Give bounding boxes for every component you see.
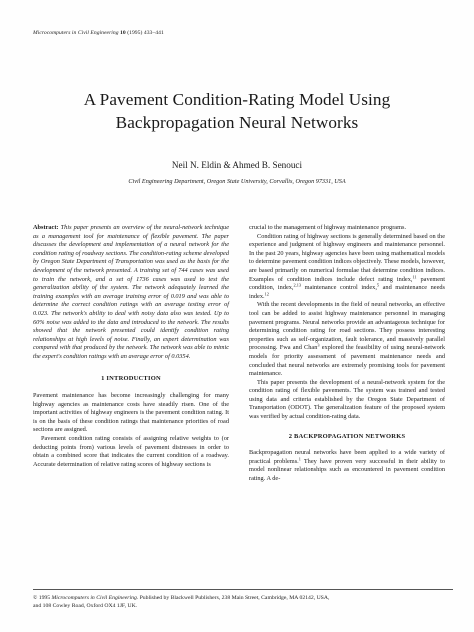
right-paragraph-2	[249, 233, 445, 302]
citation: 1	[298, 456, 301, 462]
citation: 11	[412, 274, 417, 280]
running-head	[33, 30, 164, 36]
year-pages: (1995) 433–441	[127, 30, 164, 36]
copyright-footer	[33, 589, 453, 611]
abstract-text: This paper presents an overview of the neural-network technique as a management tool for maintenance of flexible pavement. The paper discusses the development and implementation of a neural network for the condition rating of roadway sections. The condition-rating scheme developed by Oregon State Department of Transportation was used as the basis for the development of the network presented. A training set of 744 cases was used to train the network, and a set of 1736 cases was used to test the generalization ability of the system. The network adequately learned the training examples with an average training error of 0.019 and was able to determine the correct condition ratings with an average testing error of 0.023. The network's ability to deal with noisy data also was tested. Up to 60% noise was added to the data and introduced to the network. The results showed that the network presented could identify condition rating relationships at high levels of noise. Finally, an expert determination was compared with that produced by the network. The network was able to mimic the expert's condition ratings with an average error of 0.0354.	[33, 224, 229, 360]
abstract-label: Abstract:	[33, 224, 59, 231]
footer-text: © 1995	[33, 595, 52, 601]
citation: 12	[264, 291, 269, 297]
paragraph-text: pavement condition, index,	[249, 275, 445, 292]
paper-title	[0, 89, 474, 134]
footer-line-1	[33, 594, 453, 602]
section-heading-backpropagation: 2 BACKPROPAGATION NETWORKS	[288, 432, 406, 440]
section-heading-introduction: 1 INTRODUCTION	[101, 374, 161, 382]
paragraph-text: With the recent developments in the field of neural networks, an effective tool can be added to assist highway maintenance personnel in managing pavement programs. Neural networks provide an advantageous technique for determining condition rating for road sections. They possess interesting properties such as self-organization, fault tolerance, and massively parallel processing. Fwa and Chan	[249, 301, 445, 352]
volume-number: 10	[120, 30, 126, 36]
right-paragraph-1: crucial to the management of highway maintenance programs.	[249, 224, 407, 231]
paragraph-text: Backpropagation neural networks have been applied to a wide variety of practical problems.	[249, 449, 445, 465]
citation: 2,13	[293, 282, 302, 288]
title-line-2: Backpropagation Neural Networks	[115, 112, 359, 132]
citation: 3	[317, 342, 320, 348]
paragraph-text: Condition rating of highway sections is generally determined based on the experience and judgment of highway engineers and maintenance personnel. In the past 20 years, highway agencies have been using mathematical models to determine pavement condition indices objectively. These models, however, are based primarily on numerical formulae that determine condition indices. Examples of condition indices include defect rating index,	[249, 232, 445, 283]
paragraph-text: explored the feasibility of using neural-network models for priority assessment of pavement maintenance needs and concluded that neural networks are extremely promising tools for pavement maintenance.	[249, 344, 445, 378]
paragraph-text: and maintenance needs index.	[249, 284, 445, 300]
footer-text: . Published by Blackwell Publishers, 238 Main Street, Cambridge, MA 02142, USA,	[136, 595, 330, 601]
left-column	[33, 224, 229, 469]
footer-journal: Microcomputers in Civil Engineering	[51, 595, 137, 601]
authors: Neil N. Eldin & Ahmed B. Senouci	[171, 160, 303, 170]
right-column	[249, 224, 445, 484]
right-paragraph-4: This paper presents the development of a neural-network system for the condition rating of flexible pavements. The system was trained and tested using data and criteria established by the Oregon State Department of Transportation (ODOT). The generalization feature of the proposed system was verified by actual condition-rating data.	[249, 378, 445, 421]
intro-paragraph-1: Pavement maintenance has become increasingly challenging for many highway agencies as maintenance costs have steadily risen. One of the important activities of highway engineers is the pavement condition rating. It is on the basis of these condition ratings that maintenance priorities of road sections are assigned.	[33, 392, 229, 434]
paragraph-text: They have proven very successful in their ability to model nonlinear relationships such as encountered in pavement condition rating. A de-	[249, 457, 445, 483]
right-paragraph-3	[249, 301, 445, 378]
citation: 5	[376, 282, 380, 288]
affiliation: Civil Engineering Department, Oregon State University, Corvallis, Oregon 97331, USA	[128, 178, 346, 185]
title-line-1: A Pavement Condition-Rating Model Using	[83, 90, 391, 109]
journal-name: Microcomputers in Civil Engineering	[33, 30, 119, 36]
paragraph-text: maintenance control index,	[301, 284, 377, 292]
backprop-paragraph-1	[249, 449, 445, 483]
footer-line-2: and 108 Cowley Road, Oxford OX4 1JF, UK.	[33, 603, 138, 610]
intro-paragraph-2: Pavement condition rating consists of assigning relative weights to (or deducting points from) various levels of pavement distresses in order to obtain a combined score that indicates the current condition of a roadway. Accurate determination of relative rating scores of highway sections is	[33, 435, 229, 468]
abstract	[33, 224, 229, 362]
